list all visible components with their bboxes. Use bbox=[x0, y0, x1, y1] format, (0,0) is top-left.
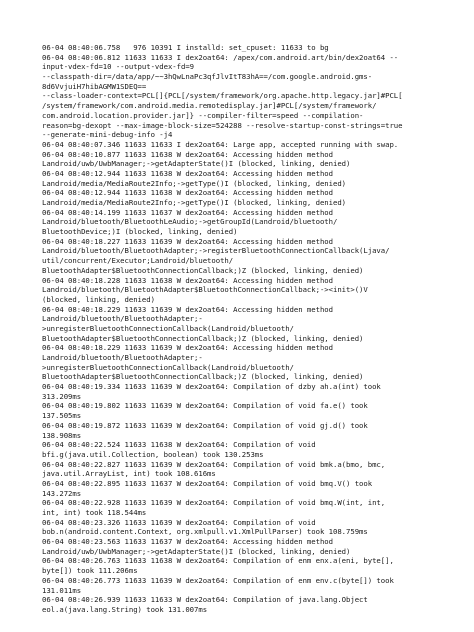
log-line: --generate-mini-debug-info -j4 bbox=[42, 130, 173, 140]
log-line: Landroid/uwb/UwbManager;->getAdapterState()I (blocked, linking, denied) bbox=[42, 159, 351, 169]
log-line: (blocked, linking, denied) bbox=[42, 294, 155, 304]
log-line: Landroid/bluetooth/BluetoothAdapter;- bbox=[42, 314, 203, 324]
log-line: 06-04 08:40:22.928 11633 11639 W dex2oat64: Compilation of void bmq.W(int, int, bbox=[42, 498, 386, 508]
log-line: Landroid/bluetooth/BluetoothAdapter;- bbox=[42, 353, 203, 362]
log-line: 06-04 08:40:12.944 11633 11638 W dex2oat64: Accessing hidden method bbox=[42, 188, 333, 198]
log-line: >unregisterBluetoothConnectionCallback(Landroid/bluetooth/ bbox=[42, 323, 294, 333]
log-line: BluetoothAdapter$BluetoothConnectionCallback;)Z (blocked, linking, denied) bbox=[42, 265, 364, 275]
log-line: 06-04 08:40:22.524 11633 11638 W dex2oat64: Compilation of void bbox=[42, 440, 316, 450]
log-line: 06-04 08:40:23.326 11633 11639 W dex2oat64: Compilation of void bbox=[42, 517, 316, 527]
log-line: eol.a(java.lang.String) took 131.007ms bbox=[42, 604, 208, 614]
log-line: BluetoothDevice;)I (blocked, linking, denied) bbox=[42, 227, 238, 237]
log-line: 06-04 08:40:10.877 11633 11638 W dex2oat64: Accessing hidden method bbox=[42, 149, 333, 159]
log-line: 137.505ms bbox=[42, 411, 82, 421]
log-line: 06-04 08:40:18.229 11633 11639 W dex2oat64: Accessing hidden method bbox=[42, 304, 333, 314]
log-line: byte[]) took 111.206ms bbox=[42, 566, 138, 576]
log-line: util/concurrent/Executor;Landroid/bluetooth/ bbox=[42, 256, 234, 266]
log-line: BluetoothAdapter$BluetoothConnectionCallback;)Z (blocked, linking, denied) bbox=[42, 333, 364, 343]
log-line: 06-04 08:40:12.944 11633 11638 W dex2oat64: Accessing hidden method bbox=[42, 168, 333, 178]
log-line: 06-04 08:40:19.802 11633 11639 W dex2oat64: Compilation of void fa.e() took bbox=[42, 401, 368, 411]
log-line: com.android.location.provider.jar]} --compiler-filter=speed --compilation- bbox=[42, 110, 364, 120]
log-line: Landroid/bluetooth/BluetoothLeAudio;->getGroupId(Landroid/bluetooth/ bbox=[42, 217, 338, 227]
log-line: 06-04 08:40:22.895 11633 11637 W dex2oat64: Compilation of void bmq.V() took bbox=[42, 478, 373, 488]
log-line: Landroid/media/MediaRoute2Info;->getType()I (blocked, linking, denied) bbox=[42, 198, 347, 207]
log-line: 313.209ms bbox=[42, 391, 82, 401]
log-line: java.util.ArrayList, int) took 108.616ms bbox=[42, 469, 216, 479]
log-line: 131.011ms bbox=[42, 585, 82, 595]
log-line: 06-04 08:40:26.763 11633 11638 W dex2oat64: Compilation of enm enx.a(eni, byte[], bbox=[42, 556, 394, 566]
log-line: --classpath-dir=/data/app/~~3hQwLnaPc3qfJlvItT83hA==/com.google.android.gms- bbox=[42, 72, 373, 82]
log-line: 06-04 08:40:22.827 11633 11639 W dex2oat64: Compilation of void bmk.a(bmo, bmc, bbox=[42, 459, 386, 469]
log-line: BluetoothAdapter$BluetoothConnectionCallback;)Z (blocked, linking, denied) bbox=[42, 372, 364, 382]
log-line: bfi.g(java.util.Collection, boolean) took 130.253ms bbox=[42, 449, 264, 459]
log-line: reason=bg-dexopt --max-image-block-size=524288 --resolve-startup-const-strings=true bbox=[42, 120, 403, 130]
log-line: 06-04 08:40:26.773 11633 11639 W dex2oat64: Compilation of enm env.c(byte[]) took bbox=[42, 575, 394, 585]
log-line: 138.908ms bbox=[42, 430, 82, 440]
log-line: 06-04 08:40:07.346 11633 11633 I dex2oat64: Large app, accepted running with swap. bbox=[42, 139, 399, 149]
log-line: input-vdex-fd=10 --output-vdex-fd=9 bbox=[42, 62, 195, 72]
log-line: Landroid/bluetooth/BluetoothAdapter;->registerBluetoothConnectionCallback(Ljava/ bbox=[42, 246, 390, 256]
log-line: --class-loader-context=PCL[]{PCL[/system/framework/org.apache.http.legacy.jar]#PCL[ bbox=[42, 91, 403, 101]
log-line: 06-04 08:40:19.334 11633 11639 W dex2oat64: Compilation of dzby ah.a(int) took bbox=[42, 382, 381, 392]
log-line: 143.272ms bbox=[42, 488, 82, 498]
log-line: /system/framework/com.android.media.remotedisplay.jar]#PCL[/system/framework/ bbox=[42, 101, 377, 111]
log-line: Landroid/bluetooth/BluetoothAdapter$BluetoothConnectionCallback;-><init>()V bbox=[42, 285, 368, 295]
log-line: 06-04 08:40:26.939 11633 11633 W dex2oat64: Compilation of java.lang.Object bbox=[42, 595, 368, 605]
log-line: 8d6VvjuiH7hibAGMW1SDEQ== bbox=[42, 81, 147, 91]
log-line: 06-04 08:40:18.227 11633 11639 W dex2oat64: Accessing hidden method bbox=[42, 236, 333, 246]
log-line: 06-04 08:40:19.872 11633 11639 W dex2oat64: Compilation of void gj.d() took bbox=[42, 420, 368, 430]
log-line: Landroid/media/MediaRoute2Info;->getType()I (blocked, linking, denied) bbox=[42, 178, 347, 188]
log-line: bob.n(android.content.Context, org.xmlpull.v1.XmlPullParser) took 108.759ms bbox=[42, 527, 368, 537]
log-line: 06-04 08:40:18.228 11633 11638 W dex2oat64: Accessing hidden method bbox=[42, 275, 333, 285]
log-line: >unregisterBluetoothConnectionCallback(Landroid/bluetooth/ bbox=[42, 362, 294, 372]
log-line: 06-04 08:40:06.812 11633 11633 I dex2oat64: /apex/com.android.art/bin/dex2oat64 -- bbox=[42, 52, 399, 62]
log-line: 06-04 08:40:06.758 976 10391 I installd: set_cpuset: 11633 to bg bbox=[42, 43, 329, 52]
log-line: int, int) took 118.544ms bbox=[42, 508, 147, 517]
log-line: 06-04 08:40:23.563 11633 11637 W dex2oat64: Accessing hidden method bbox=[42, 537, 333, 547]
log-text-block bbox=[42, 43, 442, 615]
log-line: 06-04 08:40:18.229 11633 11639 W dex2oat64: Accessing hidden method bbox=[42, 343, 333, 353]
log-line: 06-04 08:40:14.199 11633 11637 W dex2oat64: Accessing hidden method bbox=[42, 207, 333, 217]
log-line: Landroid/uwb/UwbManager;->getAdapterState()I (blocked, linking, denied) bbox=[42, 546, 351, 556]
